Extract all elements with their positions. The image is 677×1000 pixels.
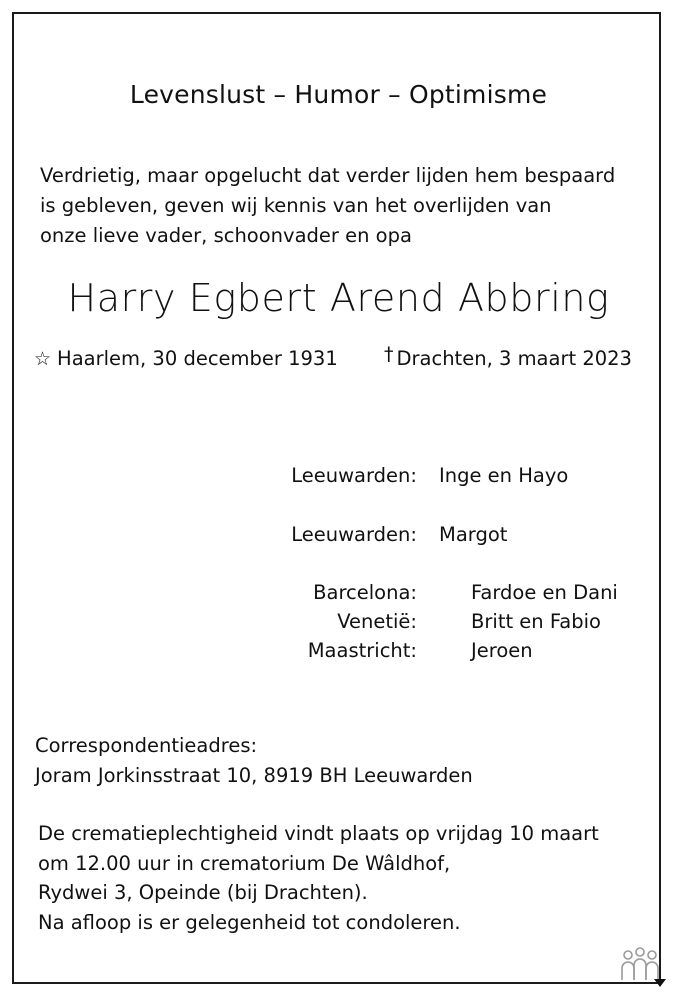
- birth-text: Haarlem, 30 december 1931: [57, 347, 338, 370]
- death-info: [384, 343, 632, 370]
- birth-info: [34, 347, 338, 370]
- intro-line-2: is gebleven, geven wij kennis van het overlijden van: [40, 194, 552, 217]
- family-place: Leeuwarden:: [291, 464, 417, 487]
- service-info: [38, 819, 599, 937]
- intro-line-1: Verdrietig, maar opgelucht dat verder lijden hem bespaard: [40, 164, 616, 187]
- service-line-1: De crematieplechtigheid vindt plaats op vrijdag 10 maart: [38, 822, 599, 845]
- family-place: Leeuwarden:: [291, 523, 417, 546]
- motto-heading: Levenslust – Humor – Optimisme: [129, 80, 548, 109]
- family-members: Margot: [439, 523, 508, 546]
- correspondence-label: Correspondentieadres:: [35, 734, 258, 757]
- intro-line-3: onze lieve vader, schoonvader en opa: [40, 224, 412, 247]
- intro-text: [40, 161, 615, 251]
- cross-icon: †: [384, 343, 394, 365]
- family-place: Barcelona:: [313, 581, 417, 604]
- people-group-icon[interactable]: [616, 946, 668, 988]
- correspondence-block: [35, 731, 473, 791]
- star-icon: ☆: [34, 348, 52, 370]
- service-line-3: Rydwei 3, Opeinde (bij Drachten).: [38, 881, 368, 904]
- service-line-4: Na afloop is er gelegenheid tot condoleren.: [38, 910, 461, 934]
- correspondence-address: Joram Jorkinsstraat 10, 8919 BH Leeuwarden: [35, 764, 473, 787]
- family-members: Fardoe en Dani: [471, 581, 618, 604]
- family-place: Maastricht:: [307, 639, 417, 662]
- family-members: Jeroen: [471, 639, 533, 662]
- deceased-name: Harry Egbert Arend Abbring: [67, 276, 610, 320]
- death-text: Drachten, 3 maart 2023: [396, 347, 632, 370]
- service-line-2: om 12.00 uur in crematorium De Wâldhof,: [38, 851, 451, 875]
- family-place: Venetië:: [337, 610, 417, 633]
- family-members: Britt en Fabio: [471, 610, 601, 633]
- family-members: Inge en Hayo: [439, 464, 569, 487]
